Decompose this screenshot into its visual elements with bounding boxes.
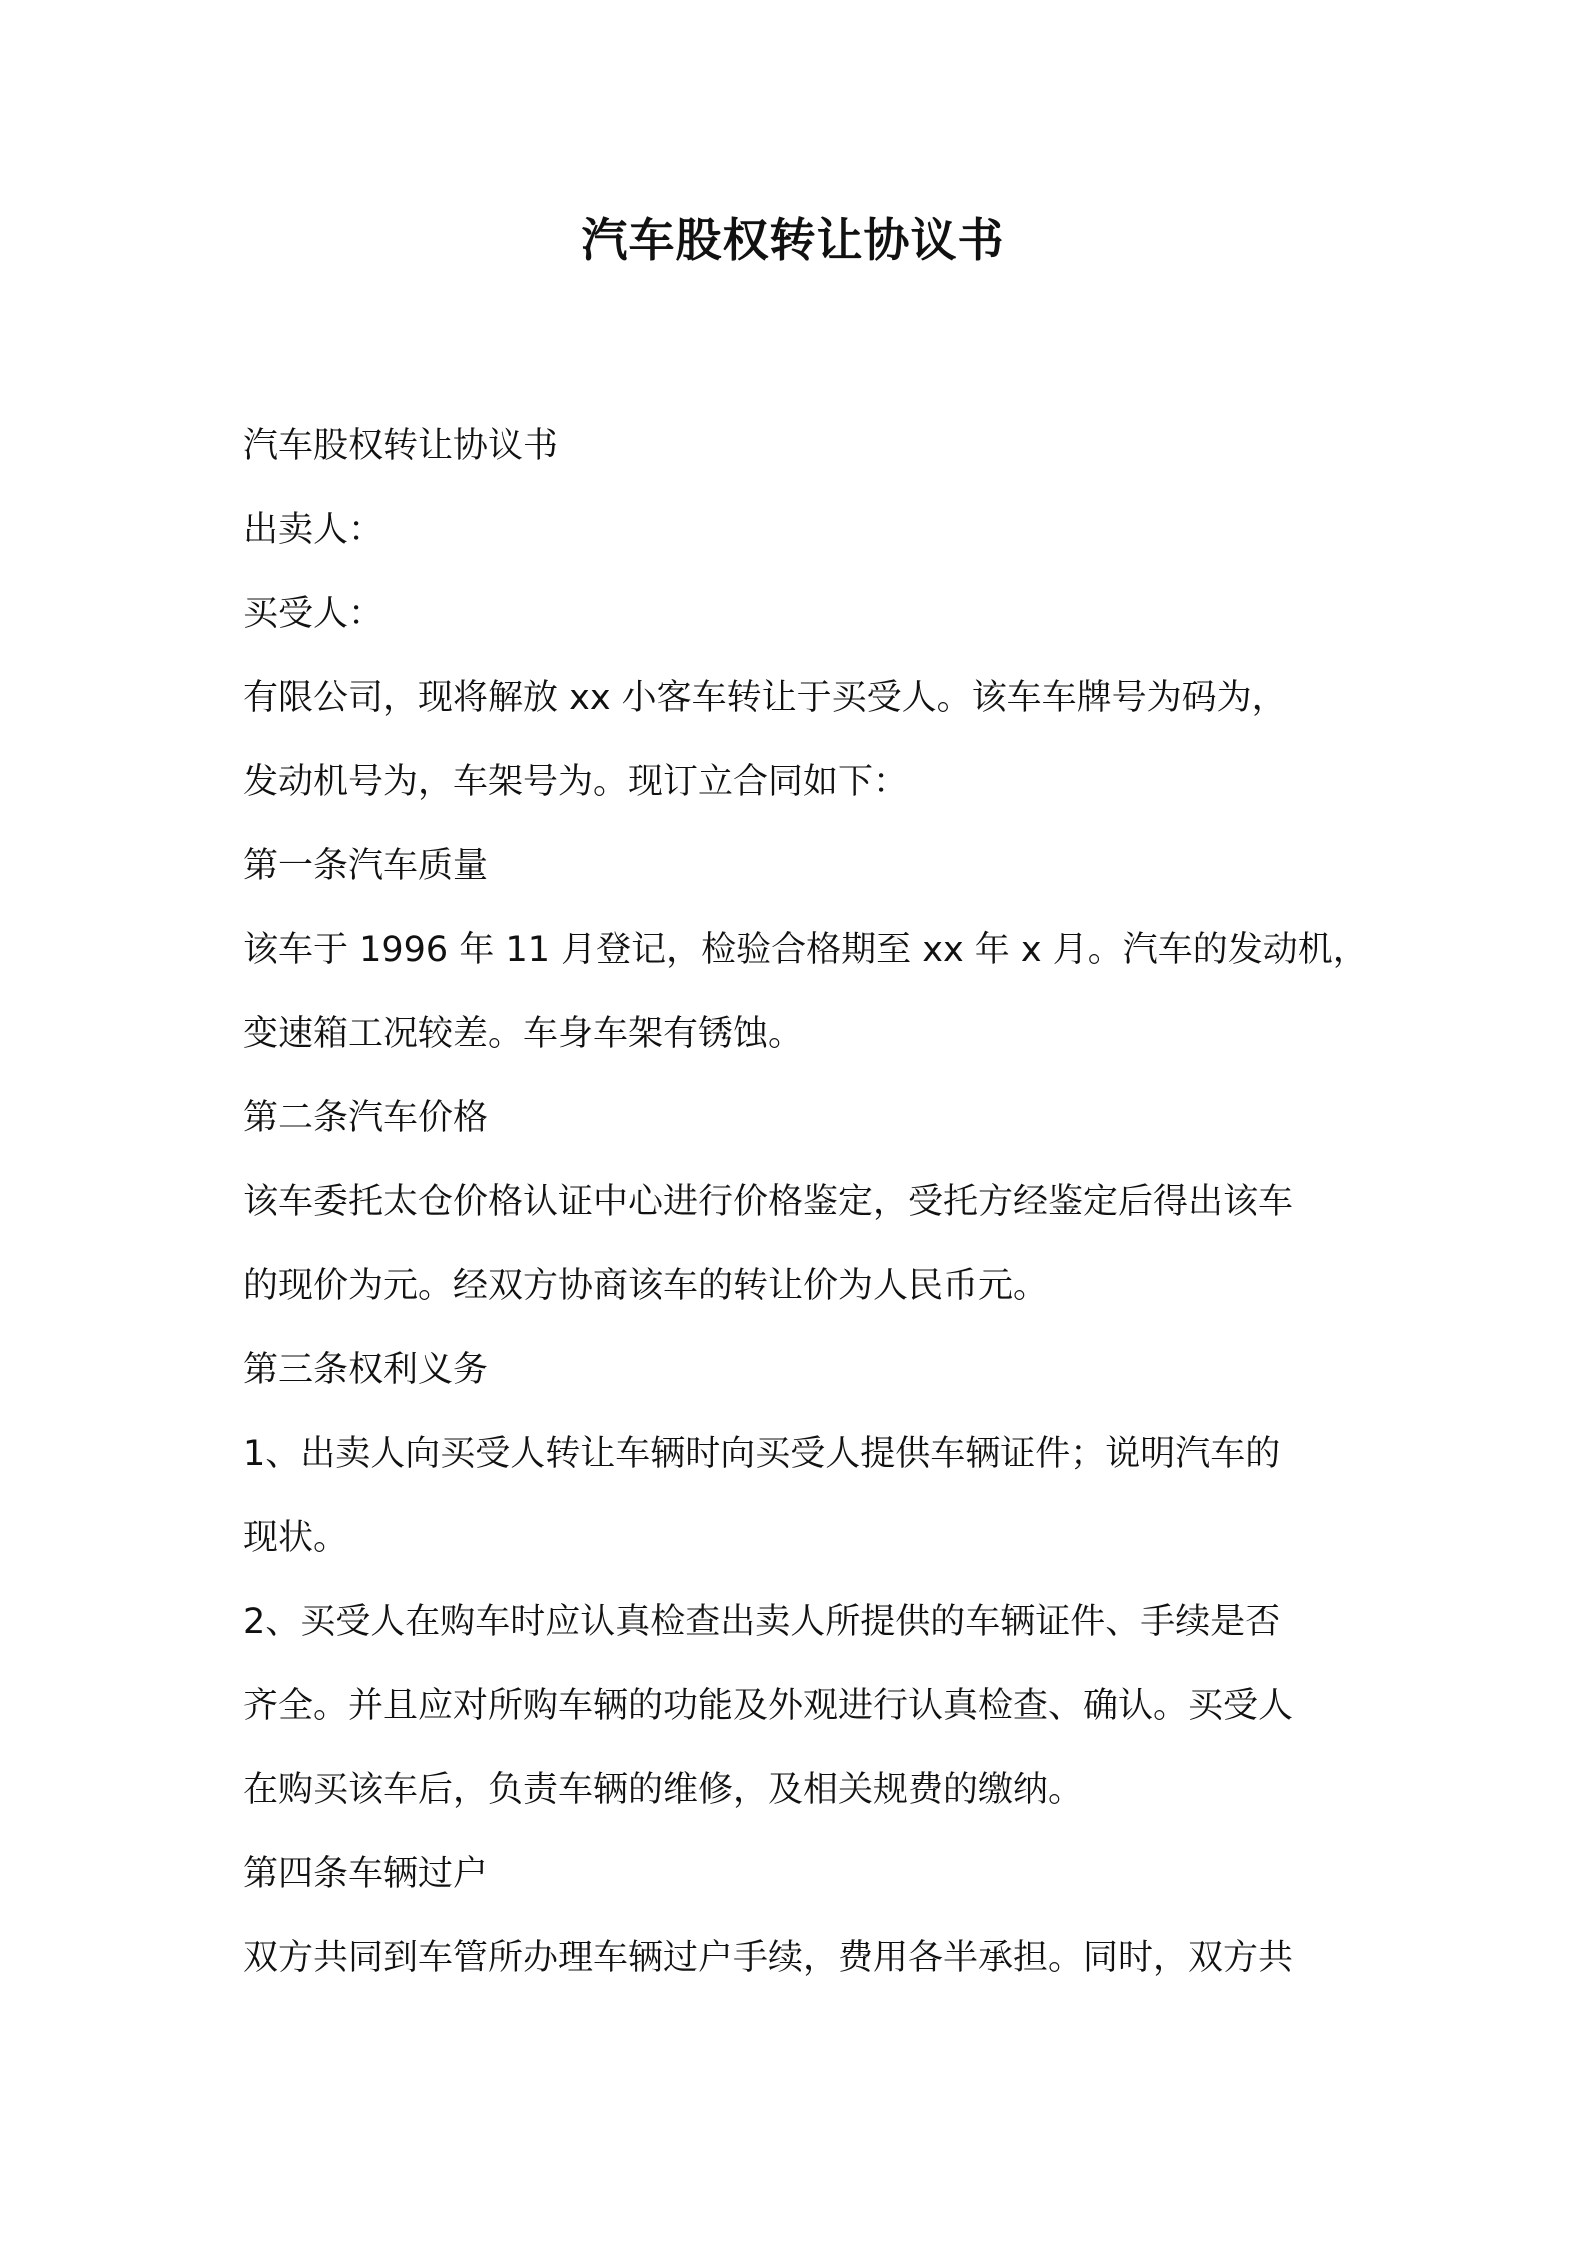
section-heading: 第四条车辆过户	[243, 1854, 489, 1894]
text-line: 发动机号为，车架号为。现订立合同如下：	[243, 762, 909, 802]
text-line: 1、出卖人向买受人转让车辆时向买受人提供车辆证件；说明汽车的	[243, 1434, 1281, 1474]
section-heading: 第一条汽车质量	[243, 846, 489, 886]
text-line: 在购买该车后，负责车辆的维修，及相关规费的缴纳。	[243, 1770, 1084, 1810]
section-heading: 第三条权利义务	[243, 1350, 489, 1390]
seller-label: 出卖人：	[243, 510, 384, 550]
text-line: 的现价为元。经双方协商该车的转让价为人民币元。	[243, 1266, 1049, 1306]
document-body	[243, 404, 1368, 2000]
text-line: 齐全。并且应对所购车辆的功能及外观进行认真检查、确认。买受人	[243, 1686, 1294, 1726]
text-line: 汽车股权转让协议书	[243, 426, 559, 466]
text-line: 2、买受人在购车时应认真检查出卖人所提供的车辆证件、手续是否	[243, 1602, 1281, 1642]
text-line: 该车委托太仓价格认证中心进行价格鉴定，受托方经鉴定后得出该车	[243, 1182, 1294, 1222]
text-line: 现状。	[243, 1518, 349, 1558]
buyer-label: 买受人：	[243, 594, 384, 634]
text-line: 变速箱工况较差。车身车架有锈蚀。	[243, 1014, 804, 1054]
text-line: 有限公司，现将解放 xx 小客车转让于买受人。该车车牌号为码为，	[243, 678, 1287, 718]
text-line: 双方共同到车管所办理车辆过户手续，费用各半承担。同时，双方共	[243, 1938, 1294, 1978]
document-title: 汽车股权转让协议书	[581, 213, 1005, 267]
text-line: 该车于 1996 年 11 月登记，检验合格期至 xx 年 x 月。汽车的发动机，	[243, 930, 1368, 970]
section-heading: 第二条汽车价格	[243, 1098, 489, 1138]
